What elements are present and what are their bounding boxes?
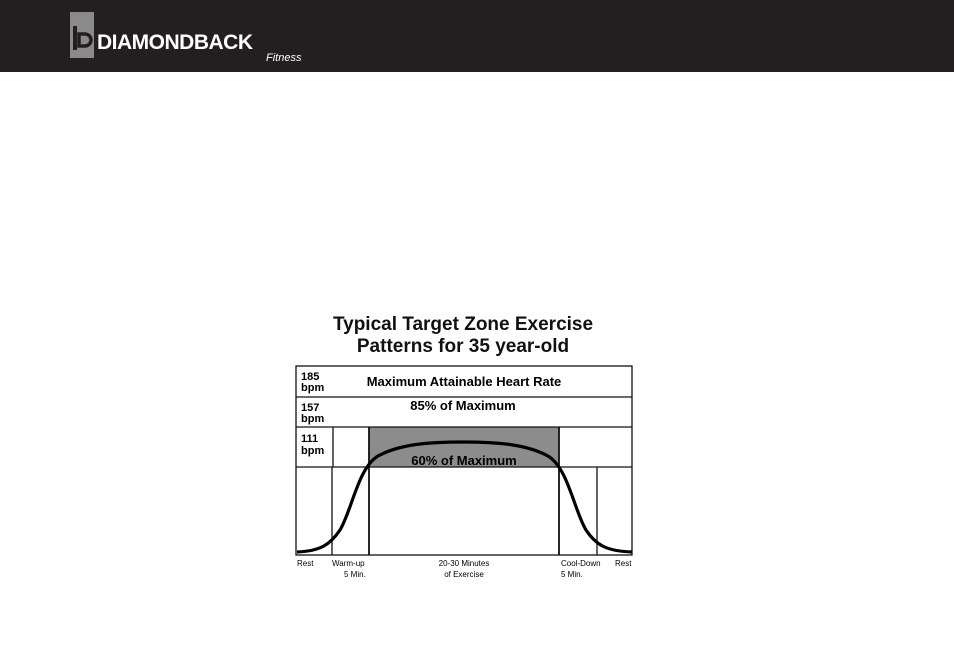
- brand-subtitle: Fitness: [266, 52, 302, 64]
- brand-name: DIAMONDBACK: [97, 31, 253, 54]
- zone-185-bpm: 185: [301, 371, 320, 383]
- chart-title-line-1: Typical Target Zone Exercise: [332, 314, 594, 335]
- zone-157-label: 85% of Maximum: [410, 398, 516, 413]
- zone-111-label: 60% of Maximum: [411, 453, 517, 468]
- phase-exercise-line2: of Exercise: [444, 570, 484, 579]
- phase-cooldown-line2: 5 Min.: [561, 570, 583, 579]
- phase-cooldown-line1: Cool-Down: [561, 559, 601, 568]
- zone-157-bpm: 157: [301, 402, 320, 414]
- phase-rest-start: Rest: [297, 559, 314, 568]
- zone-111-unit: bpm: [301, 445, 325, 457]
- phase-warmup-line1: Warm-up: [332, 559, 365, 568]
- zone-157-unit: bpm: [301, 413, 325, 425]
- zone-111-bpm: 111: [301, 433, 319, 445]
- phase-rest-end: Rest: [615, 559, 632, 568]
- chart-title-line-2: Patterns for 35 year-old: [356, 336, 570, 357]
- zone-185-label: Maximum Attainable Heart Rate: [366, 374, 562, 389]
- zone-185-unit: bpm: [301, 382, 325, 394]
- phase-warmup-line2: 5 Min.: [344, 570, 366, 579]
- phase-exercise-line1: 20-30 Minutes: [438, 559, 490, 568]
